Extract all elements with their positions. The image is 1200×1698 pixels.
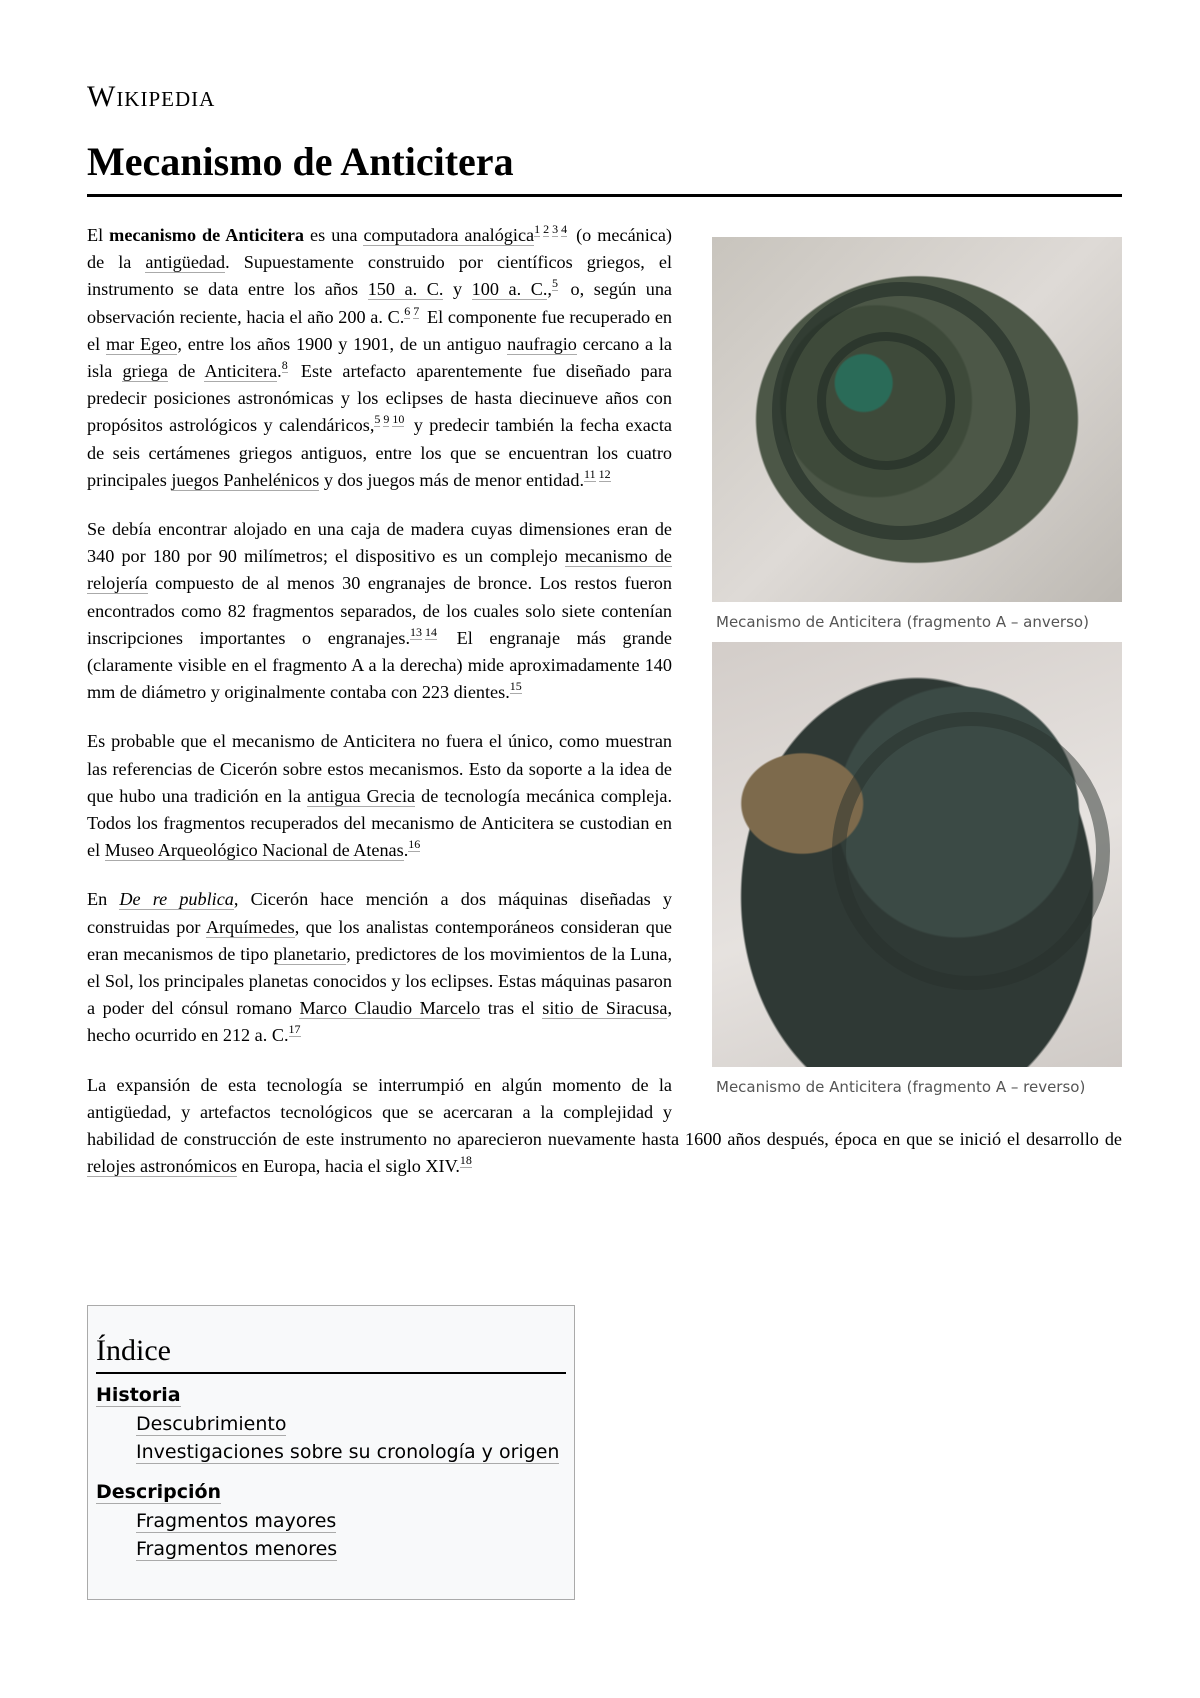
ref-link[interactable]: 16 bbox=[408, 837, 421, 852]
ref-link[interactable]: 10 bbox=[392, 412, 405, 427]
article-body bbox=[87, 222, 1122, 1203]
ref-link[interactable]: 4 bbox=[561, 222, 568, 236]
reference bbox=[510, 679, 525, 693]
wikipedia-logo[interactable]: Wikipedia bbox=[87, 80, 216, 113]
article-link[interactable]: antigüedad bbox=[145, 252, 226, 273]
table-of-contents bbox=[87, 1305, 575, 1600]
reference bbox=[552, 276, 561, 290]
ref-link[interactable]: 1 bbox=[534, 222, 541, 236]
bold-term: mecanismo de Anticitera bbox=[109, 225, 305, 245]
gear-shape-inner bbox=[817, 332, 955, 470]
article-link[interactable]: mecanismo de relojería bbox=[87, 546, 672, 594]
ref-link[interactable]: 17 bbox=[288, 1022, 301, 1037]
article-link[interactable]: 100 a. C. bbox=[471, 279, 548, 300]
article-link[interactable]: naufragio bbox=[507, 333, 577, 354]
reference bbox=[289, 1022, 304, 1036]
photo-fragment-a-front[interactable] bbox=[712, 237, 1122, 602]
reference bbox=[374, 412, 407, 426]
paragraph: Es probable que el mecanismo de Anticitera no fuera el único, como muestran las referencias de Cicerón sobre estos mecanismos. Esto da soporte a la idea de que hubo una tradición en la antigua Grecia de tecnología mecánica compleja. Todos los fragmentos recuperados del mecanismo de Anticitera se custodian en el Museo Arqueológico Nacional de Atenas.$^{16}$ bbox=[87, 731, 672, 861]
article-link[interactable]: Museo Arqueológico Nacional de Atenas bbox=[104, 840, 404, 861]
ref-link[interactable]: 9 bbox=[383, 412, 390, 427]
toc-link-descripcion[interactable]: Descripción bbox=[96, 1481, 222, 1503]
toc-section-descripcion bbox=[96, 1471, 566, 1560]
ref-link[interactable]: 13 bbox=[410, 624, 423, 639]
figure-fragment-a bbox=[712, 237, 1122, 1107]
reference bbox=[410, 625, 440, 639]
ref-link[interactable]: 12 bbox=[598, 466, 611, 481]
photo-fragment-a-back[interactable] bbox=[712, 642, 1122, 1067]
toc-link-historia[interactable]: Historia bbox=[96, 1384, 181, 1406]
reference bbox=[460, 1153, 475, 1167]
toc-title: Índice bbox=[96, 1334, 566, 1374]
ref-link[interactable]: 3 bbox=[552, 222, 559, 236]
article-link[interactable]: sitio de Siracusa bbox=[542, 998, 668, 1019]
figure-caption: Mecanismo de Anticitera (fragmento A – anverso) bbox=[716, 613, 1089, 631]
toc-link-fragmentos-menores[interactable]: Fragmentos menores bbox=[136, 1538, 338, 1560]
article-link[interactable]: Marco Claudio Marcelo bbox=[299, 998, 481, 1019]
page-title: Mecanismo de Anticitera bbox=[87, 139, 514, 184]
ref-link[interactable]: 2 bbox=[543, 222, 550, 236]
paragraph: La expansión de esta tecnología se interrumpió en algún momento de la antigüedad, y artefactos tecnológicos que se acercaran a la complejidad y habilidad de construcción de este instrumento no aparecieron nuevamente hasta 1600 años después, época en que se inició el desarrollo de relojes astronómicos en Europa, hacia el siglo XIV.$^{18}$ bbox=[87, 1074, 1122, 1177]
toc-link-investigaciones[interactable]: Investigaciones sobre su cronología y origen bbox=[136, 1441, 560, 1463]
ref-link[interactable]: 18 bbox=[459, 1153, 472, 1168]
article-link[interactable]: computadora analógica bbox=[363, 225, 535, 245]
paragraph: En De re publica, Cicerón hace mención a dos máquinas diseñadas y construidas por Arquímedes, que los analistas contemporáneos consideran que eran mecanismos de tipo planetario, predictores de los movimientos de la Luna, el Sol, los principales planetas conocidos y los eclipses. Estas máquinas pasaron a poder del cónsul romano Marco Claudio Marcelo tras el sitio de Siracusa, hecho ocurrido en 212 a. C.$^{17}$ bbox=[87, 889, 673, 1046]
article-link[interactable]: Arquímedes bbox=[205, 916, 295, 937]
gear-shape bbox=[832, 712, 1110, 990]
article-link[interactable]: relojes astronómicos bbox=[87, 1156, 238, 1177]
ref-link[interactable]: 14 bbox=[425, 624, 438, 639]
toc-link-descubrimiento[interactable]: Descubrimiento bbox=[136, 1413, 287, 1435]
article-link[interactable]: antigua Grecia bbox=[307, 785, 416, 806]
ref-link[interactable]: 11 bbox=[584, 466, 596, 481]
ref-link[interactable]: 8 bbox=[281, 358, 288, 373]
paragraph: Se debía encontrar alojado en una caja de madera cuyas dimensiones eran de 340 por 180 por 90 milímetros; el dispositivo es un complejo mecanismo de relojería compuesto de al menos 30 engranajes de bronce. Los restos fueron encontrados como 82 fragmentos separados, de los cuales solo siete contenían inscripciones importantes o engranajes.$^{13 14}$ El engranaje más grande (claramente visible en el fragmento A a la derecha) mide aproximadamente 140 mm de diámetro y originalmente contaba con 223 dientes.$^{15}$ bbox=[87, 519, 673, 703]
reference bbox=[408, 837, 423, 851]
article-link[interactable]: 150 a. C. bbox=[367, 279, 444, 300]
ref-link[interactable]: 15 bbox=[509, 679, 522, 694]
ref-link[interactable]: 6 bbox=[404, 303, 411, 318]
figure-caption: Mecanismo de Anticitera (fragmento A – reverso) bbox=[716, 1078, 1086, 1097]
ref-link[interactable]: 5 bbox=[374, 412, 381, 427]
article-link[interactable]: planetario bbox=[273, 943, 347, 964]
article-link[interactable]: griega bbox=[122, 361, 168, 382]
ref-link[interactable]: 5 bbox=[551, 276, 558, 291]
reference bbox=[282, 358, 291, 372]
article-link[interactable]: Anticitera bbox=[204, 361, 278, 382]
article-link[interactable]: mar Egeo bbox=[105, 333, 178, 354]
reference bbox=[534, 222, 570, 236]
reference bbox=[404, 304, 422, 318]
toc-link-fragmentos-mayores[interactable]: Fragmentos mayores bbox=[136, 1510, 337, 1532]
title-divider bbox=[87, 194, 1122, 197]
ref-link[interactable]: 7 bbox=[413, 303, 420, 318]
paragraph: El mecanismo de Anticitera es una computadora analógica$^{1 2 3 4}$ (o mecánica) de la antigüedad. Supuestamente construido por científicos griegos, el instrumento se data entre los años 150 a. C. y 100 a. C.,$^5$ o, según una observación reciente, hacia el año 200 a. C.$^{6 7}$ El componente fue recuperado en el mar Egeo, entre los años 1900 y 1901, de un antiguo naufragio cercano a la isla griega de Anticitera.$^8$ Este artefacto aparentemente fue diseñado para predecir posiciones astronómicas y los eclipses de hasta diecinueve años con propósitos astrológicos y calendáricos,$^{5 9 10}$ y predecir también la fecha exacta de seis certámenes griegos antiguos, entre los que se encuentran los cuatro principales juegos Panhelénicos y dos juegos más de menor entidad.$^{11 12}$ bbox=[87, 222, 673, 490]
toc-section-historia bbox=[96, 1374, 566, 1463]
reference bbox=[584, 467, 614, 481]
article-link[interactable]: juegos Panhelénicos bbox=[171, 469, 320, 490]
article-link[interactable]: De re publica bbox=[119, 889, 234, 910]
